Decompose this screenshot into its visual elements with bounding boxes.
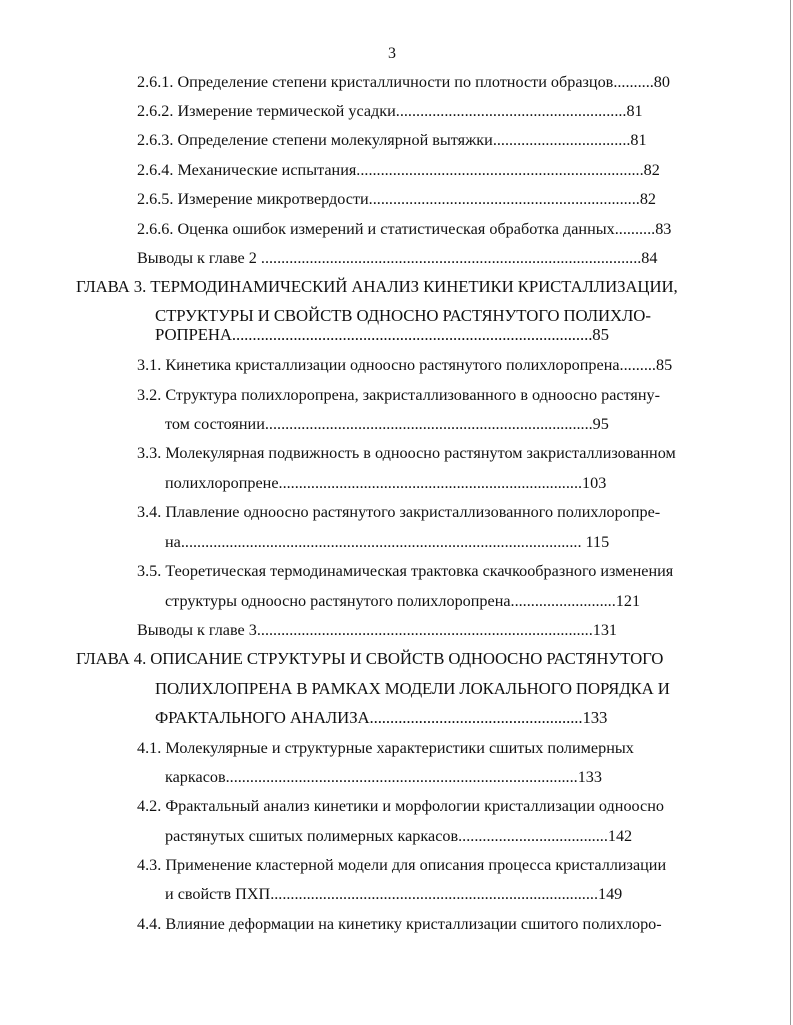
toc-line-3-1: 3.1. Кинетика кристаллизации одноосно растянутого полихлоропрена.........85: [137, 356, 673, 374]
toc-chapter-4-title-end: ФРАКТАЛЬНОГО АНАЛИЗА....................................................133: [155, 708, 608, 727]
toc-line-conclusions-ch2: Выводы к главе 2 ..............................................................................................84: [137, 249, 658, 267]
toc-line-2-6-6: 2.6.6. Оценка ошибок измерений и статистическая обработка данных..........83: [137, 220, 672, 238]
scan-edge-line: [790, 0, 791, 1025]
toc-chapter-3-title-end: РОПРЕНА........................................................................................85: [155, 325, 609, 344]
toc-line-3-5: 3.5. Теоретическая термодинамическая трактовка скачкообразного изменения: [137, 562, 674, 580]
toc-line-4-4: 4.4. Влияние деформации на кинетику кристаллизации сшитого полихлоро-: [137, 915, 662, 933]
toc-line-3-2: 3.2. Структура полихлоропрена, закристаллизованного в одноосно растяну-: [137, 386, 661, 404]
toc-line-3-4-cont: на................................................................................................... 115: [165, 533, 610, 551]
toc-line-2-6-2: 2.6.2. Измерение термической усадки.........................................................81: [137, 102, 643, 120]
toc-line-3-5-cont: структуры одноосно растянутого полихлоропрена..........................121: [165, 592, 641, 610]
toc-line-2-6-4: 2.6.4. Механические испытания.......................................................................82: [137, 161, 660, 179]
toc-line-conclusions-ch3: Выводы к главе 3...................................................................................131: [137, 621, 618, 639]
page-number: 3: [388, 45, 396, 62]
toc-line-4-3-cont: и свойств ПХП.................................................................................149: [165, 885, 623, 903]
toc-line-2-6-5: 2.6.5. Измерение микротвердости...................................................................82: [137, 190, 657, 208]
toc-line-3-3: 3.3. Молекулярная подвижность в одноосно растянутом закристаллизованном: [137, 444, 676, 462]
toc-line-2-6-3: 2.6.3. Определение степени молекулярной вытяжки..................................81: [137, 131, 647, 149]
toc-line-4-1: 4.1. Молекулярные и структурные характеристики сшитых полимерных: [137, 739, 634, 757]
toc-chapter-3-title: ГЛАВА 3. ТЕРМОДИНАМИЧЕСКИЙ АНАЛИЗ КИНЕТИКИ КРИСТАЛЛИЗАЦИИ,: [76, 277, 678, 296]
toc-line-4-2-cont: растянутых сшитых полимерных каркасов.....................................142: [165, 827, 633, 845]
toc-chapter-4-title: ГЛАВА 4. ОПИСАНИЕ СТРУКТУРЫ И СВОЙСТВ ОДНООСНО РАСТЯНУТОГО: [76, 649, 664, 668]
toc-chapter-4-title-cont: ПОЛИХЛОПРЕНА В РАМКАХ МОДЕЛИ ЛОКАЛЬНОГО ПОРЯДКА И: [155, 679, 670, 698]
toc-line-4-2: 4.2. Фрактальный анализ кинетики и морфологии кристаллизации одноосно: [137, 797, 664, 815]
toc-chapter-3-title-cont: СТРУКТУРЫ И СВОЙСТВ ОДНОСНО РАСТЯНУТОГО ПОЛИХЛО-: [155, 306, 651, 325]
toc-line-3-4: 3.4. Плавление одноосно растянутого закристаллизованного полихлоропре-: [137, 503, 661, 521]
toc-line-4-3: 4.3. Применение кластерной модели для описания процесса кристаллизации: [137, 856, 667, 874]
toc-line-3-2-cont: том состоянии.................................................................................95: [165, 415, 609, 433]
toc-line-2-6-1: 2.6.1. Определение степени кристалличности по плотности образцов..........80: [137, 73, 670, 91]
toc-line-4-1-cont: каркасов.......................................................................................133: [165, 768, 602, 786]
toc-line-3-3-cont: полихлоропрене...........................................................................103: [165, 474, 607, 492]
